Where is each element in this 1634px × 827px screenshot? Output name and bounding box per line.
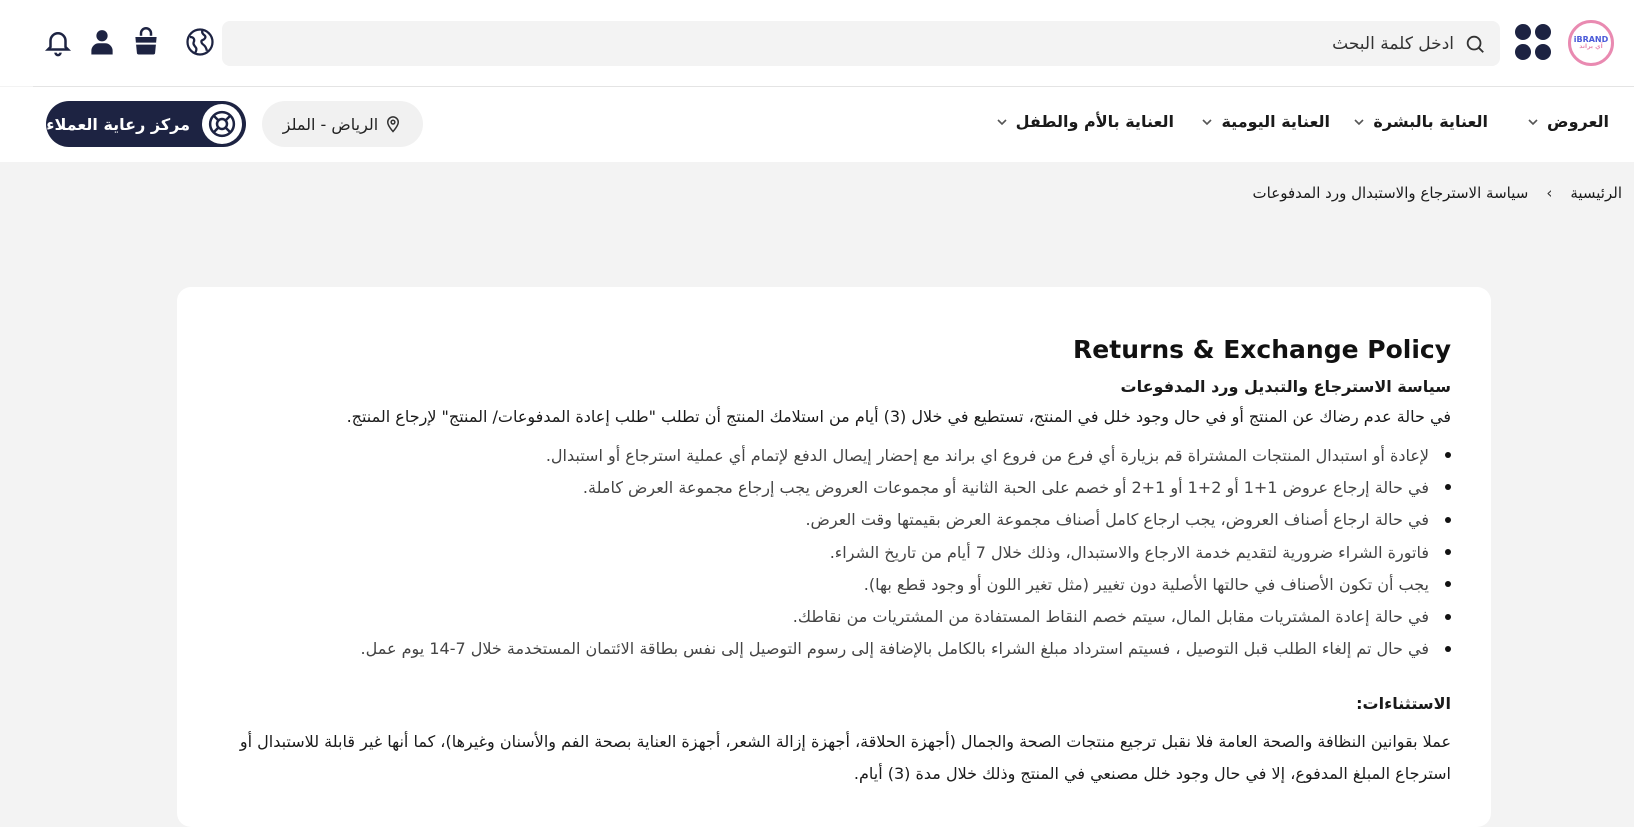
- exceptions-heading: الاستثناءات:: [1356, 694, 1451, 714]
- list-item: لإعادة أو استبدال المنتجات المشتراة قم بزيارة أي فرع من فروع اي براند مع إحضار إيصال الدفع لإتمام أي عملية استرجاع أو استبدال.: [216, 439, 1451, 471]
- nav-offers-label: العروض: [1547, 112, 1609, 131]
- nav-mother-baby-care-label: العناية بالأم والطفل: [1015, 112, 1174, 131]
- bell-icon: [43, 27, 73, 57]
- nav-skin-care-label: العناية بالبشرة: [1373, 112, 1488, 131]
- search-bar[interactable]: [222, 21, 1500, 66]
- customer-care-button[interactable]: [46, 101, 246, 147]
- logo-sub-text: آي براند: [1579, 43, 1603, 50]
- list-item: فاتورة الشراء ضرورية لتقديم خدمة الارجاع والاستبدال، وذلك خلال 7 أيام من تاريخ الشراء.: [216, 536, 1451, 568]
- nav-skin-care[interactable]: [1353, 112, 1488, 131]
- list-item: في حالة إعادة المشتريات مقابل المال، سيتم خصم النقاط المستفادة من المشتريات من نقاطك.: [216, 600, 1451, 632]
- chevron-down-icon: [1201, 116, 1213, 128]
- nav-mother-baby-care[interactable]: [996, 112, 1174, 131]
- breadcrumb-home[interactable]: الرئيسية: [1570, 184, 1622, 202]
- list-item: يجب أن تكون الأصناف في حالتها الأصلية دون تغيير (مثل تغير اللون أو وجود قطع بها).: [216, 568, 1451, 600]
- list-item: في حالة إرجاع عروض 1+1 أو 2+1 أو 1+2 أو خصم على الحبة الثانية أو مجموعات العروض يجب إرجاع مجموعة العرض كاملة.: [216, 471, 1451, 503]
- cart-button[interactable]: [128, 24, 164, 60]
- breadcrumb: [1253, 184, 1622, 202]
- nav-daily-care-label: العناية اليومية: [1221, 112, 1330, 131]
- brand-logo[interactable]: [1568, 20, 1614, 66]
- nav-offers[interactable]: [1527, 112, 1609, 131]
- account-button[interactable]: [84, 24, 120, 60]
- customer-care-label: مركز رعاية العملاء: [46, 114, 190, 134]
- nav-daily-care[interactable]: [1201, 112, 1330, 131]
- apps-grid-icon[interactable]: [1515, 24, 1551, 60]
- exceptions-paragraph: عملا بقوانين النظافة والصحة العامة فلا نقبل ترجيع منتجات الصحة والجمال (أجهزة الحلاقة، أجهزة إزالة الشعر، أجهزة العناية بصحة الفم والأسنان وغيرها)، كما أنها غير قابلة للاستبدال أو استرجاع المبلغ المدفوع، إلا في حال وجود خلل مصنعي في المنتج وذلك خلال مدة (3) أيام.: [239, 732, 1451, 784]
- location-selector[interactable]: [262, 101, 423, 147]
- list-item: في حالة ارجاع أصناف العروض، يجب ارجاع كامل أصناف مجموعة العرض بقيمتها وقت العرض.: [216, 504, 1451, 536]
- notifications-button[interactable]: [40, 24, 76, 60]
- policy-list: [216, 439, 1451, 665]
- list-item: في حال تم إلغاء الطلب قبل التوصيل ، فسيتم استرداد مبلغ الشراء بالكامل بالإضافة إلى رسوم التوصيل إلى نفس بطاقة الائتمان المستخدمة خلال 7-14 يوم عمل.: [216, 633, 1451, 665]
- section-subtitle: سياسة الاسترجاع والتبديل ورد المدفوعات: [1120, 377, 1451, 396]
- map-pin-icon: [384, 115, 402, 133]
- top-header: [0, 0, 1634, 86]
- location-label: الرياض - الملز: [282, 114, 379, 134]
- shopping-bag-icon: [131, 27, 161, 57]
- breadcrumb-separator: ›: [1546, 184, 1553, 202]
- chevron-down-icon: [1353, 116, 1365, 128]
- breadcrumb-current: سياسة الاسترجاع والاستبدال ورد المدفوعات: [1252, 184, 1529, 202]
- policy-card: [177, 287, 1491, 827]
- chevron-down-icon: [1527, 116, 1539, 128]
- user-icon: [87, 27, 117, 57]
- globe-icon: [185, 27, 215, 57]
- language-globe-button[interactable]: [182, 24, 218, 60]
- search-icon: [1464, 33, 1486, 55]
- page-title: Returns & Exchange Policy: [1073, 335, 1451, 364]
- chevron-down-icon: [996, 116, 1008, 128]
- intro-paragraph: في حالة عدم رضاك عن المنتج أو في حال وجود خلل في المنتج، تستطيع في خلال (3) أيام من استلامك المنتج أن تطلب "طلب إعادة المدفوعات/ المنتج" لإرجاع المنتج.: [346, 407, 1451, 426]
- lifebuoy-icon: [207, 109, 237, 139]
- search-input[interactable]: [254, 34, 1454, 54]
- logo-brand-text: iBRAND: [1573, 35, 1609, 44]
